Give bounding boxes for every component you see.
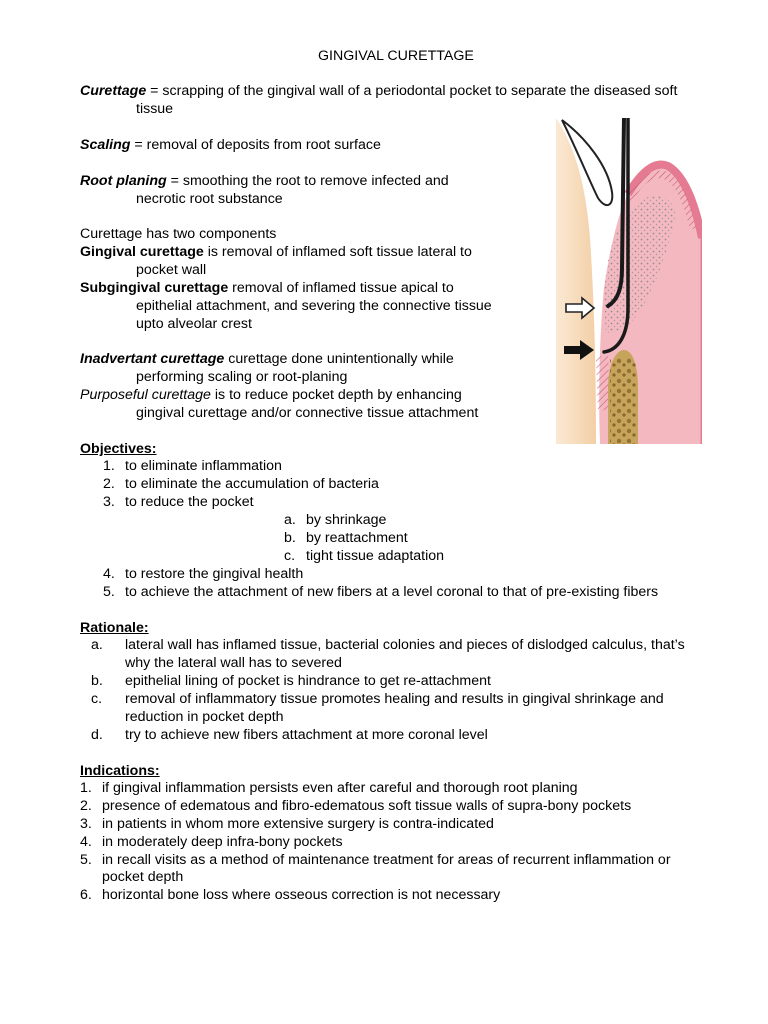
sublist-item-text: by shrinkage [306, 512, 387, 528]
list-item-text: to achieve the attachment of new fibers at a level coronal to that of pre-existing fibers [125, 584, 659, 600]
root-planing-def-line2: necrotic root substance [136, 191, 283, 207]
subgingival-curettage-term: Subgingival curettage [80, 280, 229, 296]
list-item-text: pocket depth [102, 869, 184, 885]
list-item-text: lateral wall has inflamed tissue, bacterial colonies and pieces of dislodged calculus, that’s [125, 637, 685, 653]
list-item [103, 457, 115, 475]
curettage-def-line1: = scrapping of the gingival wall of a periodontal pocket to separate the diseased soft [146, 83, 678, 99]
scaling-def: = removal of deposits from root surface [130, 137, 381, 153]
root-planing-def-line1: = smoothing the root to remove infected and [166, 173, 449, 189]
list-item-text: epithelial lining of pocket is hindrance to get re-attachment [125, 673, 491, 689]
list-item [103, 565, 115, 583]
list-item-text: to eliminate the accumulation of bacteria [125, 476, 379, 492]
subgingival-curettage-definition [80, 279, 454, 297]
alveolar-bone-texture [610, 358, 636, 444]
list-item [103, 475, 115, 493]
list-item-text: try to achieve new fibers attachment at more coronal level [125, 727, 488, 743]
scaling-definition [80, 136, 381, 154]
sublist-number: b. [284, 530, 296, 546]
list-item-text: to eliminate inflammation [125, 458, 282, 474]
inadvertant-def-line1: curettage done unintentionally while [224, 351, 454, 367]
list-number: 5. [80, 852, 92, 868]
list-number: 4. [103, 566, 115, 582]
curettage-diagram [556, 118, 702, 444]
components-intro: Curettage has two components [80, 226, 277, 242]
subgingival-def-line3: upto alveolar crest [136, 316, 252, 332]
rationale-heading: Rationale: [80, 620, 149, 636]
list-number: 3. [80, 816, 92, 832]
list-number: d. [91, 727, 103, 743]
list-item-text: horizontal bone loss where osseous correction is not necessary [102, 887, 501, 903]
list-item-text: in recall visits as a method of maintenance treatment for areas of recurrent inflammation or [102, 852, 671, 868]
list-number: 4. [80, 834, 92, 850]
inadvertant-curettage-term: Inadvertant curettage [80, 351, 225, 367]
sublist-item-text: by reattachment [306, 530, 408, 546]
list-number: 3. [103, 494, 115, 510]
list-number: 2. [80, 798, 92, 814]
subgingival-def-line2: epithelial attachment, and severing the connective tissue [136, 298, 492, 314]
purposeful-curettage-definition [80, 386, 462, 404]
purposeful-def-line2: gingival curettage and/or connective tissue attachment [136, 405, 479, 421]
list-item-text: to restore the gingival health [125, 566, 304, 582]
curettage-def-line2: tissue [136, 101, 174, 117]
list-item-text: presence of edematous and fibro-edematous soft tissue walls of supra-bony pockets [102, 798, 632, 814]
curettage-definition [80, 82, 677, 100]
objectives-heading: Objectives: [80, 441, 157, 457]
junctional-epithelium [596, 354, 610, 412]
list-number: 1. [80, 780, 92, 796]
root-planing-term: Root planing [80, 173, 167, 189]
sublist-number: a. [284, 512, 296, 528]
inadvertant-curettage-definition [80, 350, 454, 368]
purposeful-def-line1: is to reduce pocket depth by enhancing [210, 387, 462, 403]
gingival-def-line2: pocket wall [136, 262, 207, 278]
list-number: a. [91, 637, 103, 653]
list-item [103, 493, 115, 511]
gingival-def-line1: is removal of inflamed soft tissue lateral to [203, 244, 472, 260]
list-number: 6. [80, 887, 92, 903]
list-item-text: reduction in pocket depth [125, 709, 284, 725]
gingival-curettage-term: Gingival curettage [80, 244, 204, 260]
list-item-text: to reduce the pocket [125, 494, 254, 510]
inadvertant-def-line2: performing scaling or root-planing [136, 369, 348, 385]
list-item-text: why the lateral wall has to severed [125, 655, 342, 671]
indications-heading: Indications: [80, 763, 160, 779]
subgingival-def-line1: removal of inflamed tissue apical to [228, 280, 454, 296]
curettage-term: Curettage [80, 83, 147, 99]
list-number: 1. [103, 458, 115, 474]
list-number: b. [91, 673, 103, 689]
sublist-item-text: tight tissue adaptation [306, 548, 445, 564]
list-number: 5. [103, 584, 115, 600]
list-item-text: in moderately deep infra-bony pockets [102, 834, 343, 850]
sublist-number: c. [284, 548, 296, 564]
list-item [103, 583, 115, 601]
root-planing-definition [80, 172, 449, 190]
list-number: c. [91, 691, 103, 707]
purposeful-curettage-term: Purposeful curettage [80, 387, 211, 403]
list-item-text: in patients in whom more extensive surgery is contra-indicated [102, 816, 494, 832]
list-number: 2. [103, 476, 115, 492]
gingival-curettage-definition [80, 243, 472, 261]
list-item-text: removal of inflammatory tissue promotes healing and results in gingival shrinkage and [125, 691, 664, 707]
scaling-term: Scaling [80, 137, 131, 153]
page-title: GINGIVAL CURETTAGE [318, 48, 474, 64]
list-item-text: if gingival inflammation persists even after careful and thorough root planing [102, 780, 578, 796]
